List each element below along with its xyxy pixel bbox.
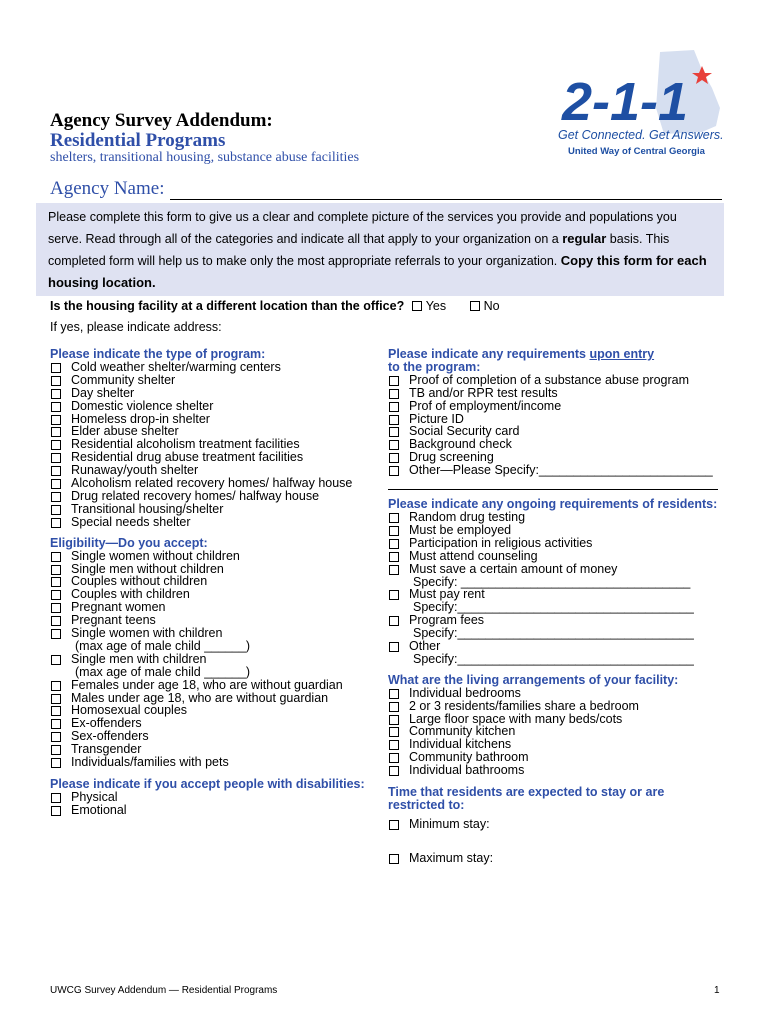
disabilities-heading: Please indicate if you accept people with disabilities: [50, 777, 365, 791]
checkbox-label: Picture ID [409, 411, 464, 426]
checkbox-label: Emotional [71, 802, 127, 817]
checkbox-row[interactable] [50, 756, 370, 769]
max-age-note: (max age of male child ______) [75, 664, 251, 679]
program-type-list [50, 361, 370, 529]
checkbox-label: Individuals/families with pets [71, 755, 229, 770]
checkbox[interactable] [389, 715, 399, 725]
checkbox-label: Transitional housing/shelter [71, 501, 224, 516]
other-specify-line[interactable] [388, 477, 718, 490]
georgia-map-icon [552, 48, 724, 160]
checkbox[interactable] [389, 854, 399, 864]
checkbox[interactable] [51, 415, 61, 425]
checkbox[interactable] [389, 440, 399, 450]
checkbox-row[interactable] [388, 374, 723, 387]
entry-requirements-list [388, 374, 723, 477]
logo-org: United Way of Central Georgia [568, 146, 705, 157]
checkbox-row[interactable] [388, 524, 723, 537]
checkbox[interactable] [51, 466, 61, 476]
checkbox[interactable] [389, 526, 399, 536]
entry-heading-a: Please indicate any requirements [388, 347, 587, 361]
checkbox[interactable] [51, 363, 61, 373]
page-subtitle: shelters, transitional housing, substance abuse facilities [50, 150, 360, 165]
checkbox-label: Single men without children [71, 561, 224, 576]
checkbox[interactable] [51, 402, 61, 412]
checkbox-label: Drug related recovery homes/ halfway house [71, 488, 320, 503]
checkbox[interactable] [51, 655, 61, 665]
checkbox[interactable] [389, 552, 399, 562]
checkbox-label: Pregnant women [71, 600, 166, 615]
checkbox[interactable] [389, 820, 399, 830]
checkbox[interactable] [389, 740, 399, 750]
checkbox-label: Other [409, 639, 441, 654]
entry-heading-b: to the program: [388, 359, 481, 374]
checkbox[interactable] [389, 539, 399, 549]
checkbox-row[interactable] [50, 516, 370, 529]
maximum-stay-label: Maximum stay: [409, 850, 494, 865]
checkbox-label: Must pay rent [409, 587, 485, 602]
checkbox[interactable] [51, 505, 61, 515]
checkbox[interactable] [51, 681, 61, 691]
checkbox[interactable] [51, 603, 61, 613]
checkbox-label: Random drug testing [409, 509, 526, 524]
checkbox[interactable] [51, 577, 61, 587]
checkbox-label: Individual bathrooms [409, 763, 525, 778]
checkbox[interactable] [51, 427, 61, 437]
checkbox-label: Couples with children [71, 587, 190, 602]
checkbox-label: Must attend counseling [409, 548, 538, 563]
living-arrangements-heading: What are the living arrangements of your facility: [388, 672, 679, 687]
checkbox[interactable] [389, 753, 399, 763]
eligibility-list-b [50, 679, 370, 769]
checkbox-row[interactable] [388, 511, 723, 524]
yes-checkbox[interactable] [412, 301, 422, 311]
checkbox[interactable] [51, 376, 61, 386]
footer-text: UWCG Survey Addendum — Residential Programs [50, 985, 278, 996]
checkbox-row[interactable] [388, 550, 723, 563]
page-number: 1 [714, 985, 720, 996]
specify-line[interactable]: Specify:__________________________________ [413, 600, 694, 615]
checkbox[interactable] [51, 758, 61, 768]
checkbox-label: Ex-offenders [71, 716, 142, 731]
checkbox-label: Proof of completion of a substance abuse program [409, 372, 690, 387]
eligibility-list-a [50, 550, 370, 627]
checkbox-row[interactable] [50, 490, 370, 503]
checkbox-row[interactable] [388, 537, 723, 550]
checkbox[interactable] [51, 552, 61, 562]
checkbox[interactable] [51, 565, 61, 575]
specify-line[interactable]: Specify:__________________________________ [413, 651, 694, 666]
entry-heading-underlined: upon entry [589, 347, 655, 361]
checkbox-label: Community bathroom [409, 750, 529, 765]
checkbox[interactable] [389, 727, 399, 737]
address-prompt: If yes, please indicate address: [50, 320, 222, 334]
checkbox-label: Physical [71, 789, 118, 804]
checkbox-row[interactable] [50, 653, 370, 666]
checkbox-row[interactable] [50, 550, 370, 563]
checkbox-row[interactable] [388, 640, 723, 653]
checkbox-label: Community shelter [71, 372, 176, 387]
checkbox[interactable] [389, 590, 399, 600]
checkbox-label: Runaway/youth shelter [71, 463, 199, 478]
agency-name-line[interactable] [170, 181, 722, 200]
checkbox-label: Cold weather shelter/warming centers [71, 359, 281, 374]
checkbox[interactable] [51, 453, 61, 463]
checkbox[interactable] [389, 565, 399, 575]
checkbox[interactable] [51, 694, 61, 704]
checkbox-label: Homeless drop-in shelter [71, 411, 210, 426]
checkbox[interactable] [51, 793, 61, 803]
agency-name-field[interactable] [50, 178, 722, 200]
checkbox-label: Elder abuse shelter [71, 424, 179, 439]
checkbox[interactable] [51, 492, 61, 502]
checkbox-label: Individual bedrooms [409, 685, 521, 700]
logo-tagline: Get Connected. Get Answers. [558, 128, 724, 142]
checkbox-row[interactable] [388, 387, 723, 400]
living-arrangements-list [388, 687, 723, 777]
checkbox-label: Program fees [409, 613, 485, 628]
eligibility-heading: Eligibility—Do you accept: [50, 535, 208, 550]
checkbox-label: Domestic violence shelter [71, 398, 214, 413]
checkbox-label: Drug screening [409, 450, 494, 465]
checkbox[interactable] [389, 702, 399, 712]
checkbox-row[interactable] [388, 464, 723, 477]
checkbox-row[interactable] [50, 627, 370, 640]
checkbox-label: Background check [409, 437, 512, 452]
instructions-text: Please complete this form to give us a clear and complete picture of the services you provide and populations you serve. Read through all of the categories and indicate all that apply to your organization on a [48, 210, 677, 246]
checkbox[interactable] [51, 590, 61, 600]
location-question [50, 299, 500, 313]
disabilities-list [50, 791, 370, 817]
checkbox-label: Single men with children [71, 651, 207, 666]
checkbox-label: Participation in religious activities [409, 535, 593, 550]
instructions-copy-note: Copy this form for each housing location. [48, 253, 707, 290]
checkbox[interactable] [51, 706, 61, 716]
checkbox-label: Homosexual couples [71, 703, 188, 718]
checkbox-label: Residential alcoholism treatment facilities [71, 437, 300, 452]
checkbox-label: Large floor space with many beds/cots [409, 711, 623, 726]
entry-requirements-heading [388, 348, 723, 374]
specify-line[interactable]: Specify:__________________________________ [413, 626, 694, 641]
checkbox[interactable] [51, 616, 61, 626]
logo-211 [552, 48, 724, 160]
checkbox-label: Alcoholism related recovery homes/ halfway house [71, 476, 353, 491]
no-label: No [483, 299, 500, 313]
checkbox[interactable] [51, 518, 61, 528]
checkbox-label: Must save a certain amount of money [409, 561, 618, 576]
agency-name-label: Agency Name: [50, 178, 165, 199]
checkbox-row[interactable] [50, 387, 370, 400]
checkbox-label: Social Security card [409, 424, 520, 439]
checkbox[interactable] [389, 389, 399, 399]
right-column [388, 348, 723, 865]
checkbox[interactable] [389, 376, 399, 386]
checkbox-row[interactable] [50, 503, 370, 516]
checkbox[interactable] [389, 466, 399, 476]
checkbox[interactable] [51, 806, 61, 816]
checkbox-row[interactable] [50, 361, 370, 374]
minimum-stay-row[interactable] [388, 818, 723, 831]
checkbox[interactable] [389, 616, 399, 626]
location-question-label: Is the housing facility at a different location than the office? [50, 299, 405, 313]
checkbox-row[interactable] [388, 764, 723, 777]
checkbox[interactable] [389, 415, 399, 425]
checkbox-row[interactable] [50, 400, 370, 413]
checkbox-row[interactable] [388, 563, 723, 576]
yes-label: Yes [425, 299, 447, 313]
minimum-stay-label: Minimum stay: [409, 816, 490, 831]
checkbox-label: Sex-offenders [71, 729, 149, 744]
checkbox-label: Community kitchen [409, 724, 516, 739]
checkbox-label: Females under age 18, who are without guardian [71, 677, 343, 692]
checkbox-label: Single women without children [71, 548, 240, 563]
checkbox-label: Individual kitchens [409, 737, 512, 752]
no-checkbox[interactable] [470, 301, 480, 311]
checkbox-label: Prof of employment/income [409, 398, 562, 413]
checkbox[interactable] [389, 453, 399, 463]
checkbox[interactable] [389, 766, 399, 776]
checkbox[interactable] [51, 479, 61, 489]
checkbox[interactable] [51, 732, 61, 742]
checkbox-row[interactable] [388, 687, 723, 700]
page-title-secondary: Residential Programs [50, 130, 226, 151]
checkbox[interactable] [51, 440, 61, 450]
program-type-heading: Please indicate the type of program: [50, 347, 266, 361]
max-age-note: (max age of male child ______) [75, 638, 251, 653]
checkbox-row[interactable] [50, 804, 370, 817]
checkbox[interactable] [389, 427, 399, 437]
checkbox-row[interactable] [50, 374, 370, 387]
checkbox[interactable] [389, 642, 399, 652]
checkbox-label: Single women with children [71, 626, 223, 641]
instructions-box [36, 203, 724, 296]
checkbox-row[interactable] [50, 679, 370, 692]
checkbox-label: Transgender [71, 742, 142, 757]
checkbox-label: Pregnant teens [71, 613, 156, 628]
checkbox-label: Day shelter [71, 385, 135, 400]
checkbox-label: Males under age 18, who are without guardian [71, 690, 329, 705]
ongoing-list [388, 511, 723, 576]
instructions-bold-word: regular [562, 231, 607, 246]
checkbox[interactable] [389, 513, 399, 523]
left-column [50, 348, 370, 817]
checkbox-label: Couples without children [71, 574, 208, 589]
checkbox-row[interactable] [50, 791, 370, 804]
checkbox-label: Must be employed [409, 522, 512, 537]
checkbox-label: Other—Please Specify:_________________________ [409, 463, 713, 478]
checkbox[interactable] [389, 402, 399, 412]
ongoing-requirements-heading: Please indicate any ongoing requirements of residents: [388, 497, 718, 512]
checkbox[interactable] [51, 745, 61, 755]
maximum-stay-row[interactable] [388, 852, 723, 865]
checkbox[interactable] [51, 389, 61, 399]
page-title: Agency Survey Addendum: [50, 110, 273, 131]
specify-line[interactable]: Specify: _________________________________ [413, 574, 691, 589]
checkbox-label: 2 or 3 residents/families share a bedroom [409, 698, 639, 713]
logo-mark: 2-1-1 [562, 72, 689, 132]
checkbox-label: TB and/or RPR test results [409, 385, 558, 400]
checkbox[interactable] [51, 629, 61, 639]
checkbox-row[interactable] [388, 400, 723, 413]
checkbox-row[interactable] [388, 700, 723, 713]
checkbox-label: Residential drug abuse treatment facilities [71, 450, 304, 465]
checkbox[interactable] [51, 719, 61, 729]
stay-heading: Time that residents are expected to stay or are restricted to: [388, 785, 665, 812]
checkbox[interactable] [389, 689, 399, 699]
instructions-text-2: basis. This completed form will help us to make only the most appropriate referrals to your organization. [48, 232, 670, 268]
checkbox-label: Special needs shelter [71, 514, 191, 529]
